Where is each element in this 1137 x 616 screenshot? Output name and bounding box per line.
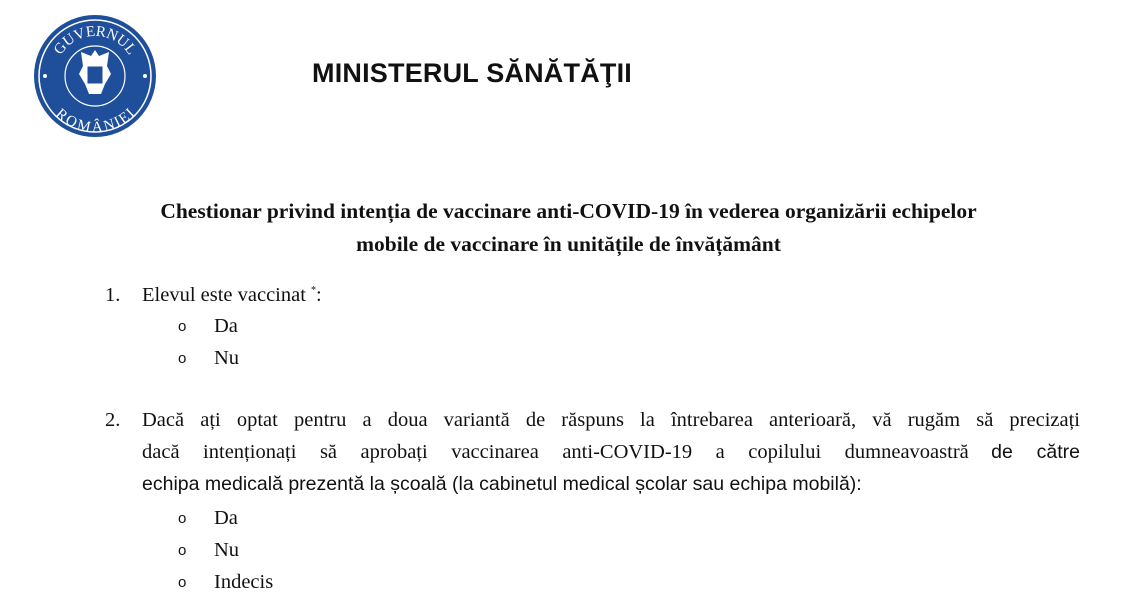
- option-label: Da: [214, 507, 238, 529]
- subtitle-line-1: Chestionar privind intenția de vaccinare anti-COVID-19 în vederea organizării echipelor: [160, 199, 977, 223]
- option-label: Da: [214, 315, 238, 337]
- svg-text:ROMÂNIEI: ROMÂNIEI: [52, 105, 138, 136]
- question-label: Elevul este vaccinat: [142, 284, 306, 306]
- government-seal-logo: [33, 14, 157, 138]
- svg-text:GUVERNUL: GUVERNUL: [50, 23, 140, 58]
- bullet-icon: o: [178, 318, 187, 335]
- question-text-part: dacă intenționați să aprobați vaccinarea anti-COVID-19 a copilului dumneavoastră: [142, 441, 969, 463]
- option-label: Indecis: [214, 571, 274, 593]
- bullet-icon: o: [178, 542, 187, 559]
- subtitle-line-2: mobile de vaccinare în unitățile de învățământ: [356, 232, 781, 256]
- question-number: 1.: [105, 284, 121, 306]
- footnote-mark: *: [311, 285, 317, 297]
- question-text-line-2: [142, 441, 1080, 464]
- question-text: [142, 284, 322, 307]
- question-text-line-1: Dacă ați optat pentru a doua variantă de răspuns la întrebarea anterioară, vă rugăm să precizați: [142, 409, 1080, 431]
- bullet-icon: o: [178, 350, 187, 367]
- option-label: Nu: [214, 539, 240, 561]
- question-text-line-3: echipa medicală prezentă la școală (la cabinetul medical școlar sau echipa mobilă):: [142, 473, 862, 495]
- question-number: 2.: [105, 409, 121, 431]
- page-title: MINISTERUL SĂNĂTĂŢII: [312, 58, 632, 88]
- option-label: Nu: [214, 347, 240, 369]
- colon: :: [316, 284, 322, 306]
- bullet-icon: o: [178, 510, 187, 527]
- bullet-icon: o: [178, 574, 187, 591]
- question-text-part: de către: [991, 441, 1081, 463]
